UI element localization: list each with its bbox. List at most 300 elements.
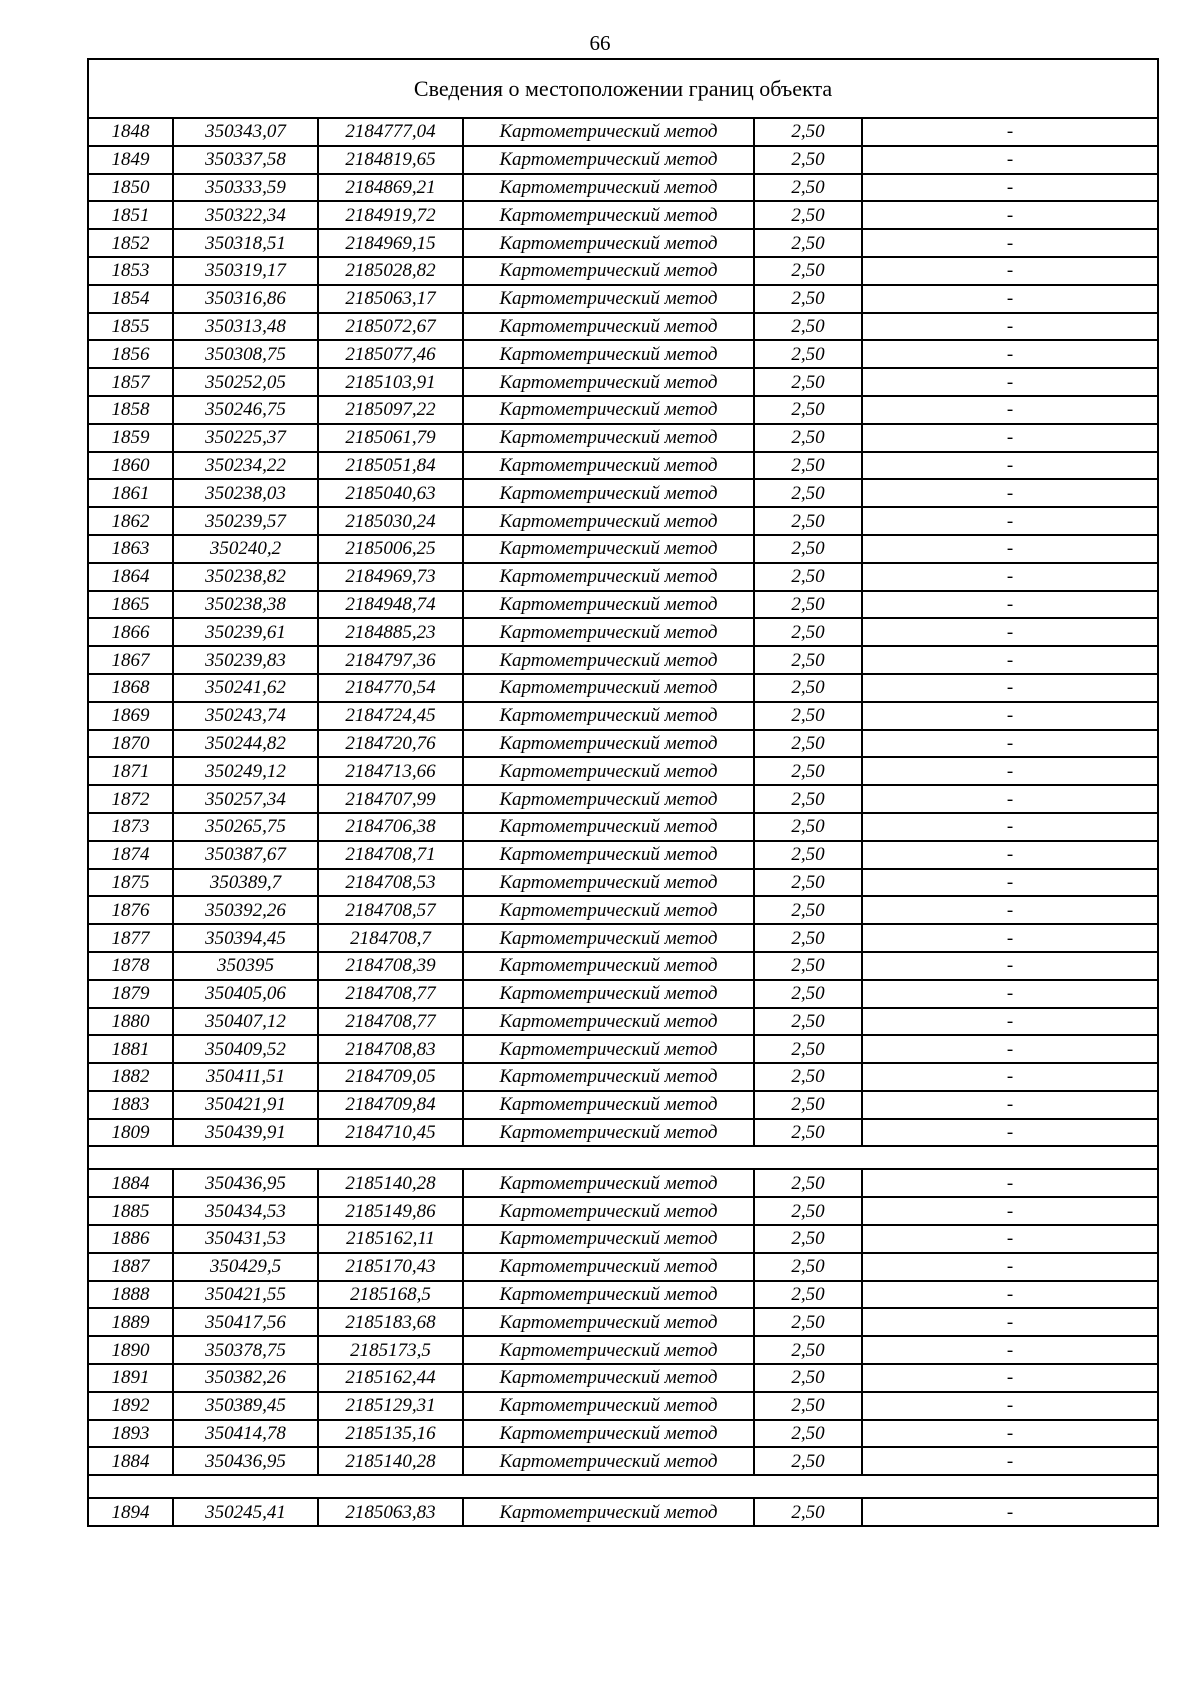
x-coordinate-cell: 350239,57 xyxy=(173,507,318,535)
point-number-cell: 1876 xyxy=(88,896,173,924)
description-cell: - xyxy=(862,535,1158,563)
accuracy-cell: 2,50 xyxy=(754,730,862,758)
y-coordinate-cell: 2185051,84 xyxy=(318,452,463,480)
x-coordinate-cell: 350436,95 xyxy=(173,1169,318,1197)
x-coordinate-cell: 350394,45 xyxy=(173,924,318,952)
description-cell: - xyxy=(862,1498,1158,1526)
description-cell: - xyxy=(862,1035,1158,1063)
description-cell: - xyxy=(862,618,1158,646)
accuracy-cell: 2,50 xyxy=(754,1169,862,1197)
point-number-cell: 1860 xyxy=(88,452,173,480)
point-number-cell: 1873 xyxy=(88,813,173,841)
x-coordinate-cell: 350343,07 xyxy=(173,118,318,146)
y-coordinate-cell: 2184708,77 xyxy=(318,1008,463,1036)
method-cell: Картометрический метод xyxy=(463,563,754,591)
y-coordinate-cell: 2185061,79 xyxy=(318,424,463,452)
y-coordinate-cell: 2185168,5 xyxy=(318,1281,463,1309)
y-coordinate-cell: 2184708,57 xyxy=(318,896,463,924)
description-cell: - xyxy=(862,1091,1158,1119)
method-cell: Картометрический метод xyxy=(463,1420,754,1448)
accuracy-cell: 2,50 xyxy=(754,174,862,202)
y-coordinate-cell: 2184770,54 xyxy=(318,674,463,702)
accuracy-cell: 2,50 xyxy=(754,1035,862,1063)
x-coordinate-cell: 350238,38 xyxy=(173,591,318,619)
description-cell: - xyxy=(862,313,1158,341)
table-row xyxy=(88,229,1158,257)
accuracy-cell: 2,50 xyxy=(754,1091,862,1119)
description-cell: - xyxy=(862,757,1158,785)
x-coordinate-cell: 350409,52 xyxy=(173,1035,318,1063)
point-number-cell: 1874 xyxy=(88,841,173,869)
method-cell: Картометрический метод xyxy=(463,1091,754,1119)
method-cell: Картометрический метод xyxy=(463,368,754,396)
method-cell: Картометрический метод xyxy=(463,1225,754,1253)
description-cell: - xyxy=(862,591,1158,619)
group-separator-row xyxy=(88,1146,1158,1169)
y-coordinate-cell: 2184713,66 xyxy=(318,757,463,785)
accuracy-cell: 2,50 xyxy=(754,757,862,785)
description-cell: - xyxy=(862,146,1158,174)
x-coordinate-cell: 350407,12 xyxy=(173,1008,318,1036)
description-cell: - xyxy=(862,1392,1158,1420)
y-coordinate-cell: 2185028,82 xyxy=(318,257,463,285)
accuracy-cell: 2,50 xyxy=(754,229,862,257)
accuracy-cell: 2,50 xyxy=(754,452,862,480)
accuracy-cell: 2,50 xyxy=(754,396,862,424)
table-row xyxy=(88,869,1158,897)
y-coordinate-cell: 2184720,76 xyxy=(318,730,463,758)
point-number-cell: 1875 xyxy=(88,869,173,897)
y-coordinate-cell: 2184708,83 xyxy=(318,1035,463,1063)
point-number-cell: 1852 xyxy=(88,229,173,257)
x-coordinate-cell: 350378,75 xyxy=(173,1336,318,1364)
accuracy-cell: 2,50 xyxy=(754,313,862,341)
point-number-cell: 1869 xyxy=(88,702,173,730)
y-coordinate-cell: 2185097,22 xyxy=(318,396,463,424)
method-cell: Картометрический метод xyxy=(463,201,754,229)
description-cell: - xyxy=(862,563,1158,591)
method-cell: Картометрический метод xyxy=(463,1447,754,1475)
method-cell: Картометрический метод xyxy=(463,841,754,869)
point-number-cell: 1884 xyxy=(88,1447,173,1475)
accuracy-cell: 2,50 xyxy=(754,563,862,591)
point-number-cell: 1848 xyxy=(88,118,173,146)
table-row xyxy=(88,452,1158,480)
method-cell: Картометрический метод xyxy=(463,1169,754,1197)
x-coordinate-cell: 350431,53 xyxy=(173,1225,318,1253)
x-coordinate-cell: 350241,62 xyxy=(173,674,318,702)
point-number-cell: 1878 xyxy=(88,952,173,980)
description-cell: - xyxy=(862,174,1158,202)
method-cell: Картометрический метод xyxy=(463,118,754,146)
method-cell: Картометрический метод xyxy=(463,1063,754,1091)
accuracy-cell: 2,50 xyxy=(754,980,862,1008)
description-cell: - xyxy=(862,924,1158,952)
x-coordinate-cell: 350319,17 xyxy=(173,257,318,285)
description-cell: - xyxy=(862,896,1158,924)
table-row xyxy=(88,1392,1158,1420)
point-number-cell: 1889 xyxy=(88,1308,173,1336)
table-row xyxy=(88,424,1158,452)
point-number-cell: 1809 xyxy=(88,1119,173,1147)
x-coordinate-cell: 350318,51 xyxy=(173,229,318,257)
method-cell: Картометрический метод xyxy=(463,479,754,507)
point-number-cell: 1891 xyxy=(88,1364,173,1392)
x-coordinate-cell: 350337,58 xyxy=(173,146,318,174)
point-number-cell: 1855 xyxy=(88,313,173,341)
y-coordinate-cell: 2185173,5 xyxy=(318,1336,463,1364)
x-coordinate-cell: 350387,67 xyxy=(173,841,318,869)
method-cell: Картометрический метод xyxy=(463,535,754,563)
method-cell: Картометрический метод xyxy=(463,618,754,646)
table-row xyxy=(88,702,1158,730)
accuracy-cell: 2,50 xyxy=(754,1253,862,1281)
point-number-cell: 1853 xyxy=(88,257,173,285)
method-cell: Картометрический метод xyxy=(463,507,754,535)
point-number-cell: 1859 xyxy=(88,424,173,452)
description-cell: - xyxy=(862,952,1158,980)
method-cell: Картометрический метод xyxy=(463,340,754,368)
description-cell: - xyxy=(862,1169,1158,1197)
y-coordinate-cell: 2184706,38 xyxy=(318,813,463,841)
method-cell: Картометрический метод xyxy=(463,813,754,841)
x-coordinate-cell: 350382,26 xyxy=(173,1364,318,1392)
y-coordinate-cell: 2184709,84 xyxy=(318,1091,463,1119)
x-coordinate-cell: 350434,53 xyxy=(173,1197,318,1225)
accuracy-cell: 2,50 xyxy=(754,424,862,452)
accuracy-cell: 2,50 xyxy=(754,841,862,869)
description-cell: - xyxy=(862,201,1158,229)
method-cell: Картометрический метод xyxy=(463,1281,754,1309)
accuracy-cell: 2,50 xyxy=(754,1308,862,1336)
method-cell: Картометрический метод xyxy=(463,424,754,452)
table-row xyxy=(88,896,1158,924)
point-number-cell: 1871 xyxy=(88,757,173,785)
x-coordinate-cell: 350246,75 xyxy=(173,396,318,424)
point-number-cell: 1883 xyxy=(88,1091,173,1119)
method-cell: Картометрический метод xyxy=(463,730,754,758)
y-coordinate-cell: 2184710,45 xyxy=(318,1119,463,1147)
description-cell: - xyxy=(862,340,1158,368)
table-row xyxy=(88,313,1158,341)
y-coordinate-cell: 2184708,53 xyxy=(318,869,463,897)
y-coordinate-cell: 2185030,24 xyxy=(318,507,463,535)
y-coordinate-cell: 2185140,28 xyxy=(318,1169,463,1197)
description-cell: - xyxy=(862,1225,1158,1253)
method-cell: Картометрический метод xyxy=(463,1498,754,1526)
title-row xyxy=(88,59,1158,118)
y-coordinate-cell: 2184969,73 xyxy=(318,563,463,591)
x-coordinate-cell: 350421,91 xyxy=(173,1091,318,1119)
point-number-cell: 1877 xyxy=(88,924,173,952)
table-row xyxy=(88,507,1158,535)
table-row xyxy=(88,1308,1158,1336)
accuracy-cell: 2,50 xyxy=(754,146,862,174)
method-cell: Картометрический метод xyxy=(463,452,754,480)
y-coordinate-cell: 2185063,83 xyxy=(318,1498,463,1526)
description-cell: - xyxy=(862,1308,1158,1336)
table-row xyxy=(88,285,1158,313)
x-coordinate-cell: 350436,95 xyxy=(173,1447,318,1475)
accuracy-cell: 2,50 xyxy=(754,285,862,313)
point-number-cell: 1868 xyxy=(88,674,173,702)
point-number-cell: 1863 xyxy=(88,535,173,563)
table-row xyxy=(88,1197,1158,1225)
method-cell: Картометрический метод xyxy=(463,1253,754,1281)
table-row xyxy=(88,980,1158,1008)
x-coordinate-cell: 350252,05 xyxy=(173,368,318,396)
x-coordinate-cell: 350245,41 xyxy=(173,1498,318,1526)
accuracy-cell: 2,50 xyxy=(754,618,862,646)
point-number-cell: 1858 xyxy=(88,396,173,424)
point-number-cell: 1884 xyxy=(88,1169,173,1197)
y-coordinate-cell: 2185170,43 xyxy=(318,1253,463,1281)
description-cell: - xyxy=(862,507,1158,535)
point-number-cell: 1887 xyxy=(88,1253,173,1281)
table-body xyxy=(88,59,1158,1526)
description-cell: - xyxy=(862,1336,1158,1364)
y-coordinate-cell: 2185162,11 xyxy=(318,1225,463,1253)
x-coordinate-cell: 350389,7 xyxy=(173,869,318,897)
point-number-cell: 1879 xyxy=(88,980,173,1008)
point-number-cell: 1861 xyxy=(88,479,173,507)
table-row xyxy=(88,646,1158,674)
accuracy-cell: 2,50 xyxy=(754,1364,862,1392)
x-coordinate-cell: 350243,74 xyxy=(173,702,318,730)
point-number-cell: 1870 xyxy=(88,730,173,758)
y-coordinate-cell: 2185183,68 xyxy=(318,1308,463,1336)
accuracy-cell: 2,50 xyxy=(754,1063,862,1091)
x-coordinate-cell: 350240,2 xyxy=(173,535,318,563)
point-number-cell: 1872 xyxy=(88,785,173,813)
x-coordinate-cell: 350333,59 xyxy=(173,174,318,202)
accuracy-cell: 2,50 xyxy=(754,1225,862,1253)
description-cell: - xyxy=(862,869,1158,897)
table-row xyxy=(88,201,1158,229)
method-cell: Картометрический метод xyxy=(463,396,754,424)
table-row xyxy=(88,257,1158,285)
table-row xyxy=(88,1035,1158,1063)
y-coordinate-cell: 2185072,67 xyxy=(318,313,463,341)
accuracy-cell: 2,50 xyxy=(754,507,862,535)
table-row xyxy=(88,785,1158,813)
description-cell: - xyxy=(862,229,1158,257)
description-cell: - xyxy=(862,118,1158,146)
accuracy-cell: 2,50 xyxy=(754,1420,862,1448)
group-separator-row xyxy=(88,1475,1158,1498)
accuracy-cell: 2,50 xyxy=(754,785,862,813)
description-cell: - xyxy=(862,674,1158,702)
x-coordinate-cell: 350249,12 xyxy=(173,757,318,785)
y-coordinate-cell: 2185129,31 xyxy=(318,1392,463,1420)
x-coordinate-cell: 350439,91 xyxy=(173,1119,318,1147)
y-coordinate-cell: 2185135,16 xyxy=(318,1420,463,1448)
x-coordinate-cell: 350239,83 xyxy=(173,646,318,674)
method-cell: Картометрический метод xyxy=(463,1364,754,1392)
method-cell: Картометрический метод xyxy=(463,174,754,202)
y-coordinate-cell: 2185162,44 xyxy=(318,1364,463,1392)
description-cell: - xyxy=(862,452,1158,480)
table-row xyxy=(88,368,1158,396)
boundary-coordinates-table xyxy=(87,58,1159,1527)
description-cell: - xyxy=(862,785,1158,813)
x-coordinate-cell: 350244,82 xyxy=(173,730,318,758)
method-cell: Картометрический метод xyxy=(463,313,754,341)
point-number-cell: 1890 xyxy=(88,1336,173,1364)
description-cell: - xyxy=(862,702,1158,730)
description-cell: - xyxy=(862,1420,1158,1448)
point-number-cell: 1892 xyxy=(88,1392,173,1420)
point-number-cell: 1851 xyxy=(88,201,173,229)
y-coordinate-cell: 2185063,17 xyxy=(318,285,463,313)
table-row xyxy=(88,146,1158,174)
y-coordinate-cell: 2184797,36 xyxy=(318,646,463,674)
point-number-cell: 1854 xyxy=(88,285,173,313)
table-row xyxy=(88,340,1158,368)
table-row xyxy=(88,1225,1158,1253)
table-row xyxy=(88,591,1158,619)
method-cell: Картометрический метод xyxy=(463,757,754,785)
point-number-cell: 1850 xyxy=(88,174,173,202)
y-coordinate-cell: 2184885,23 xyxy=(318,618,463,646)
x-coordinate-cell: 350411,51 xyxy=(173,1063,318,1091)
page-number: 66 xyxy=(589,31,611,55)
y-coordinate-cell: 2184708,7 xyxy=(318,924,463,952)
x-coordinate-cell: 350421,55 xyxy=(173,1281,318,1309)
point-number-cell: 1894 xyxy=(88,1498,173,1526)
accuracy-cell: 2,50 xyxy=(754,1447,862,1475)
x-coordinate-cell: 350308,75 xyxy=(173,340,318,368)
accuracy-cell: 2,50 xyxy=(754,1336,862,1364)
group-separator-cell xyxy=(88,1146,1158,1169)
accuracy-cell: 2,50 xyxy=(754,368,862,396)
y-coordinate-cell: 2184948,74 xyxy=(318,591,463,619)
accuracy-cell: 2,50 xyxy=(754,869,862,897)
description-cell: - xyxy=(862,730,1158,758)
y-coordinate-cell: 2184709,05 xyxy=(318,1063,463,1091)
accuracy-cell: 2,50 xyxy=(754,1119,862,1147)
y-coordinate-cell: 2185077,46 xyxy=(318,340,463,368)
table-row xyxy=(88,1119,1158,1147)
table-row xyxy=(88,396,1158,424)
accuracy-cell: 2,50 xyxy=(754,1008,862,1036)
y-coordinate-cell: 2184969,15 xyxy=(318,229,463,257)
accuracy-cell: 2,50 xyxy=(754,813,862,841)
table-row xyxy=(88,535,1158,563)
x-coordinate-cell: 350316,86 xyxy=(173,285,318,313)
method-cell: Картометрический метод xyxy=(463,980,754,1008)
point-number-cell: 1885 xyxy=(88,1197,173,1225)
accuracy-cell: 2,50 xyxy=(754,1392,862,1420)
point-number-cell: 1849 xyxy=(88,146,173,174)
point-number-cell: 1881 xyxy=(88,1035,173,1063)
x-coordinate-cell: 350414,78 xyxy=(173,1420,318,1448)
x-coordinate-cell: 350265,75 xyxy=(173,813,318,841)
table-row xyxy=(88,757,1158,785)
table-row xyxy=(88,1169,1158,1197)
y-coordinate-cell: 2184869,21 xyxy=(318,174,463,202)
accuracy-cell: 2,50 xyxy=(754,479,862,507)
method-cell: Картометрический метод xyxy=(463,285,754,313)
x-coordinate-cell: 350405,06 xyxy=(173,980,318,1008)
description-cell: - xyxy=(862,1119,1158,1147)
description-cell: - xyxy=(862,479,1158,507)
x-coordinate-cell: 350392,26 xyxy=(173,896,318,924)
x-coordinate-cell: 350395 xyxy=(173,952,318,980)
accuracy-cell: 2,50 xyxy=(754,1281,862,1309)
accuracy-cell: 2,50 xyxy=(754,1197,862,1225)
table-row xyxy=(88,674,1158,702)
description-cell: - xyxy=(862,1253,1158,1281)
table-row xyxy=(88,1091,1158,1119)
accuracy-cell: 2,50 xyxy=(754,201,862,229)
accuracy-cell: 2,50 xyxy=(754,257,862,285)
table-row xyxy=(88,118,1158,146)
method-cell: Картометрический метод xyxy=(463,674,754,702)
accuracy-cell: 2,50 xyxy=(754,702,862,730)
table-row xyxy=(88,813,1158,841)
point-number-cell: 1880 xyxy=(88,1008,173,1036)
accuracy-cell: 2,50 xyxy=(754,1498,862,1526)
table-row xyxy=(88,924,1158,952)
accuracy-cell: 2,50 xyxy=(754,118,862,146)
accuracy-cell: 2,50 xyxy=(754,674,862,702)
x-coordinate-cell: 350239,61 xyxy=(173,618,318,646)
table-row xyxy=(88,730,1158,758)
description-cell: - xyxy=(862,1008,1158,1036)
description-cell: - xyxy=(862,1447,1158,1475)
description-cell: - xyxy=(862,813,1158,841)
x-coordinate-cell: 350429,5 xyxy=(173,1253,318,1281)
description-cell: - xyxy=(862,646,1158,674)
method-cell: Картометрический метод xyxy=(463,702,754,730)
method-cell: Картометрический метод xyxy=(463,1008,754,1036)
y-coordinate-cell: 2184819,65 xyxy=(318,146,463,174)
description-cell: - xyxy=(862,285,1158,313)
x-coordinate-cell: 350238,82 xyxy=(173,563,318,591)
point-number-cell: 1857 xyxy=(88,368,173,396)
method-cell: Картометрический метод xyxy=(463,924,754,952)
table-row xyxy=(88,1498,1158,1526)
accuracy-cell: 2,50 xyxy=(754,591,862,619)
description-cell: - xyxy=(862,1197,1158,1225)
method-cell: Картометрический метод xyxy=(463,1308,754,1336)
table-row xyxy=(88,479,1158,507)
method-cell: Картометрический метод xyxy=(463,229,754,257)
x-coordinate-cell: 350234,22 xyxy=(173,452,318,480)
point-number-cell: 1882 xyxy=(88,1063,173,1091)
x-coordinate-cell: 350238,03 xyxy=(173,479,318,507)
description-cell: - xyxy=(862,368,1158,396)
x-coordinate-cell: 350257,34 xyxy=(173,785,318,813)
point-number-cell: 1866 xyxy=(88,618,173,646)
table-row xyxy=(88,841,1158,869)
method-cell: Картометрический метод xyxy=(463,1035,754,1063)
table-row xyxy=(88,1008,1158,1036)
point-number-cell: 1865 xyxy=(88,591,173,619)
y-coordinate-cell: 2184708,71 xyxy=(318,841,463,869)
description-cell: - xyxy=(862,396,1158,424)
method-cell: Картометрический метод xyxy=(463,146,754,174)
point-number-cell: 1867 xyxy=(88,646,173,674)
group-separator-cell xyxy=(88,1475,1158,1498)
accuracy-cell: 2,50 xyxy=(754,952,862,980)
description-cell: - xyxy=(862,1063,1158,1091)
method-cell: Картометрический метод xyxy=(463,869,754,897)
description-cell: - xyxy=(862,257,1158,285)
method-cell: Картометрический метод xyxy=(463,785,754,813)
description-cell: - xyxy=(862,841,1158,869)
